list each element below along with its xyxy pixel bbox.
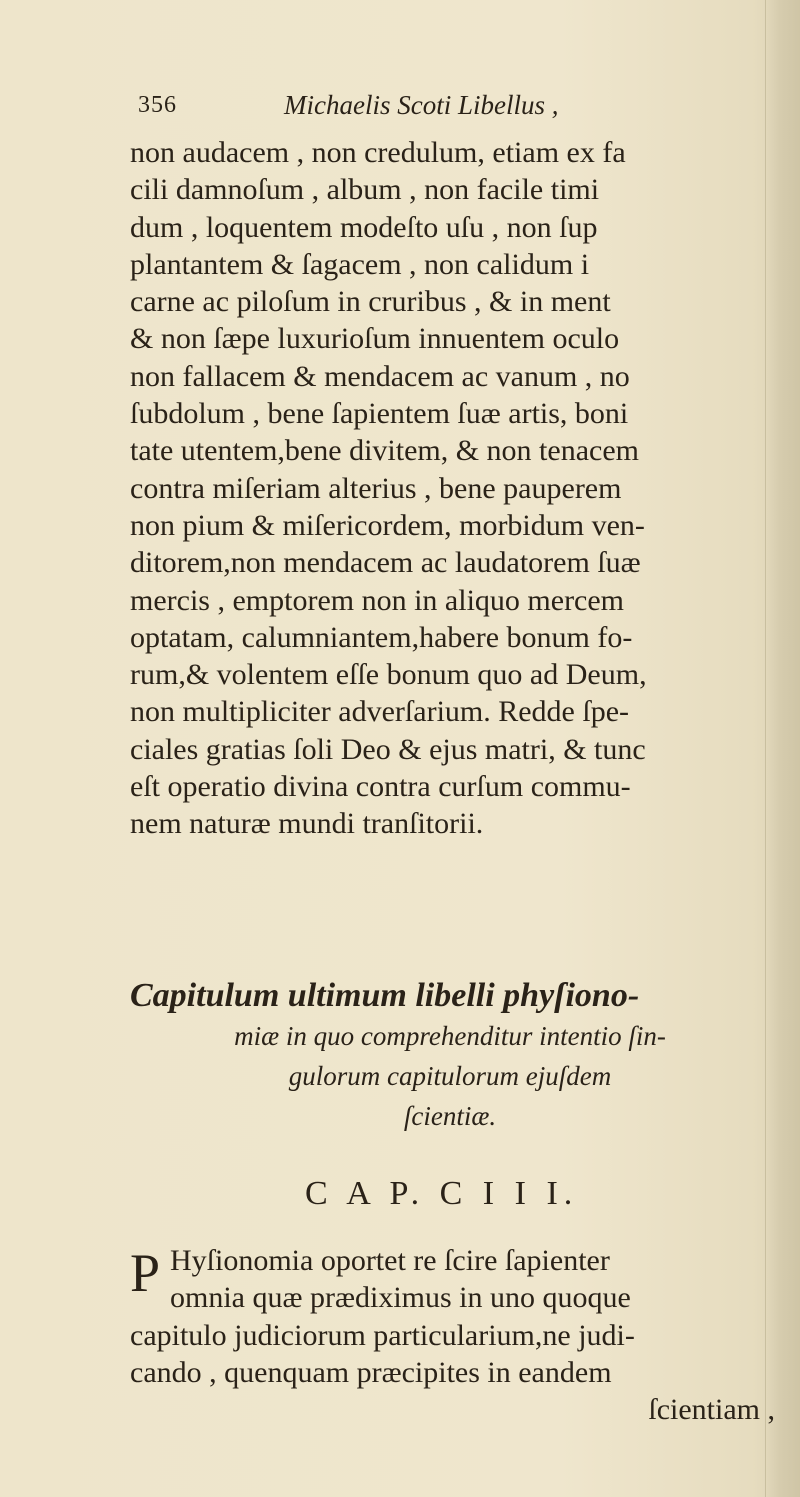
chapter-title-line: gulorum capitulorum ejuſdem (288, 1061, 612, 1091)
text-line: contra miſeriam alterius , bene pauperem (130, 471, 622, 505)
closing-paragraph (130, 1242, 790, 1428)
text-line: cando , quenquam præcipites in eandem (130, 1355, 612, 1389)
text-line: dum , loquentem modeſto uſu , non ſup (130, 210, 598, 244)
chapter-number-heading: C A P. C I I I. (305, 1175, 579, 1212)
text-line: optatam, calumniantem,habere bonum fo- (130, 620, 633, 654)
text-line: non multipliciter adverſarium. Redde ſpe- (130, 695, 630, 729)
text-line: Hyſionomia oportet re ſcire ſapienter (170, 1244, 610, 1277)
page-number: 356 (138, 92, 177, 118)
text-line: plantantem & ſagacem , non calidum i (130, 247, 590, 281)
text-line: mercis , emptorem non in aliquo mercem (130, 583, 625, 617)
text-line: ciales gratias ſoli Deo & ejus matri, & tunc (130, 732, 646, 766)
running-head: Michaelis Scoti Libellus , (284, 90, 559, 120)
drop-cap-initial: P (130, 1243, 161, 1303)
text-line: rum,& volentem eſſe bonum quo ad Deum, (130, 658, 647, 692)
chapter-title-line: Capitulum ultimum libelli phyſiono- (130, 977, 640, 1014)
chapter-title-line: ſcientiæ. (403, 1101, 497, 1131)
text-line: capitulo judiciorum particularium,ne judi- (130, 1318, 635, 1352)
text-line: non fallacem & mendacem ac vanum , no (130, 359, 630, 393)
text-line: non pium & miſericordem, morbidum ven- (130, 508, 645, 542)
text-line: tate utentem,bene divitem, & non tenacem (130, 434, 639, 468)
text-line: omnia quæ prædiximus in uno quoque (170, 1281, 631, 1315)
text-line: non audacem , non credulum, etiam ex fa (130, 136, 626, 169)
text-line: cili damnoſum , album , non facile timi (130, 173, 600, 207)
text-line: ſubdolum , bene ſapientem ſuæ artis, boni (130, 397, 629, 431)
text-line: nem naturæ mundi tranſitorii. (130, 807, 484, 841)
main-paragraph (130, 134, 785, 843)
chapter-title (130, 976, 770, 1136)
chapter-title-line: miæ in quo comprehenditur intentio ſin- (234, 1021, 666, 1051)
text-line: ditorem,non mendacem ac laudatorem ſuæ (130, 546, 641, 580)
catchword: ſcientiam , (648, 1393, 775, 1427)
text-line: carne ac piloſum in cruribus , & in ment (130, 285, 611, 319)
text-line: & non ſæpe luxurioſum innuentem oculo (130, 322, 620, 356)
text-line: eſt operatio divina contra curſum commu- (130, 770, 631, 804)
page-header (138, 88, 738, 132)
